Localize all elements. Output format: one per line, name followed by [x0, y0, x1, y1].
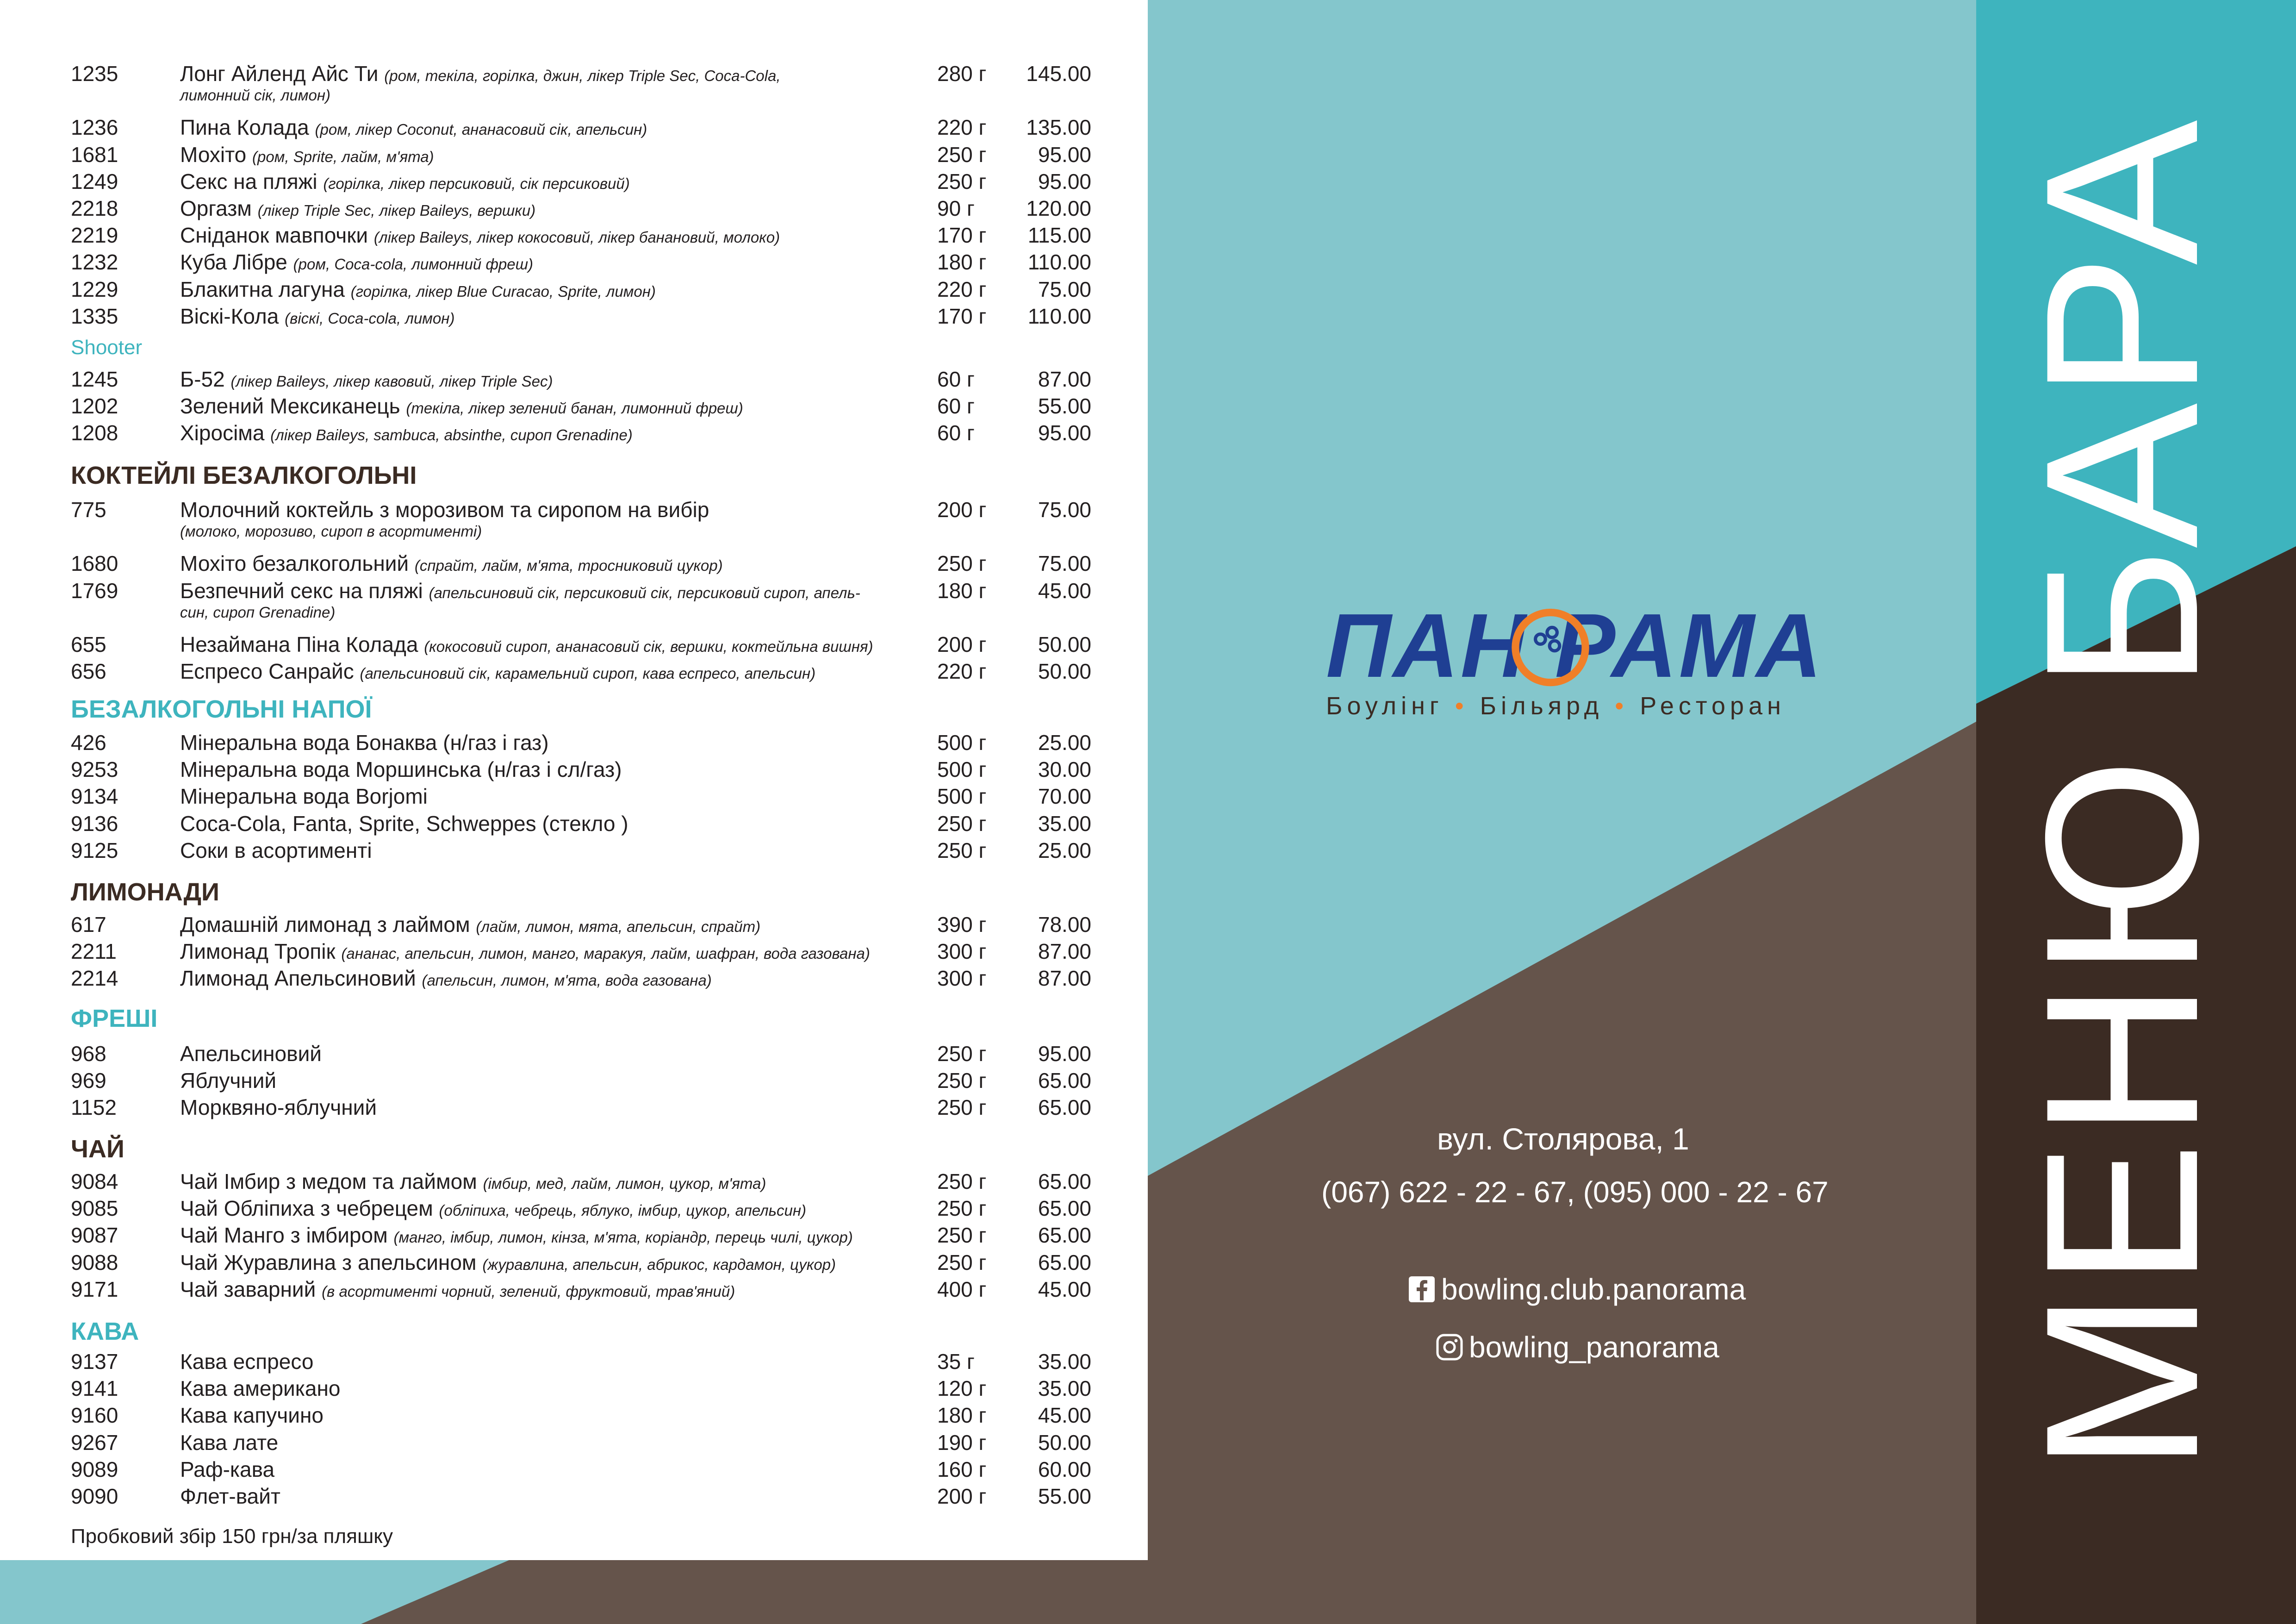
item-weight: 220 г: [937, 277, 987, 301]
section-heading: КОКТЕЙЛІ БЕЗАЛКОГОЛЬНІ: [71, 462, 417, 489]
menu-row: [0, 1402, 1148, 1429]
corkage-note: Пробковий збір 150 грн/за пляшку: [71, 1525, 393, 1548]
logo-wordmark: ПАН РАМА: [1326, 595, 1824, 696]
item-description: (апельсин, лимон, м'ята, вода газована): [422, 972, 712, 989]
item-price: 87.00: [1038, 367, 1091, 391]
menu-row: [0, 756, 1148, 783]
item-title: Сніданок мавпочки: [180, 223, 368, 248]
item-title: Кава американо: [180, 1376, 341, 1401]
menu-row: [0, 911, 1148, 938]
item-title: Оргазм: [180, 196, 252, 220]
menu-row: [0, 938, 1148, 965]
menu-row: [0, 222, 1148, 249]
item-price: 75.00: [1038, 277, 1091, 301]
item-code: 9136: [71, 811, 118, 836]
item-title: Раф-кава: [180, 1457, 275, 1481]
item-name: [180, 1067, 276, 1094]
item-code: 9125: [71, 838, 118, 862]
item-title: Лонг Айленд Айс Ти: [180, 62, 379, 86]
menu-row: [0, 496, 1148, 523]
item-weight: 180 г: [937, 1403, 987, 1428]
item-price: 65.00: [1038, 1196, 1091, 1221]
item-code: 1229: [71, 277, 118, 301]
item-code: 1208: [71, 421, 118, 445]
item-price: 65.00: [1038, 1223, 1091, 1248]
item-price: 60.00: [1038, 1457, 1091, 1481]
item-name: [180, 965, 712, 994]
item-code: 1681: [71, 142, 118, 167]
item-price: 110.00: [1027, 250, 1091, 275]
menu-row: [0, 114, 1148, 141]
section-heading: ЧАЙ: [71, 1135, 124, 1163]
item-price: 135.00: [1026, 115, 1091, 140]
item-title: Хіросіма: [180, 421, 265, 445]
menu-row: [0, 729, 1148, 756]
tag-dot-1: •: [1455, 692, 1468, 720]
item-name: [180, 631, 873, 660]
item-title: Флет-вайт: [180, 1484, 280, 1508]
menu-row: [0, 783, 1148, 810]
menu-row: [0, 168, 1148, 195]
item-name: [180, 141, 434, 170]
instagram-handle: bowling_panorama: [1469, 1330, 1719, 1364]
menu-row: [0, 1040, 1148, 1067]
item-price: 145.00: [1026, 62, 1091, 86]
item-title: Мінеральна вода Бонаква (н/газ і газ): [180, 731, 549, 755]
item-price: 65.00: [1038, 1250, 1091, 1274]
item-name: [180, 1249, 836, 1278]
menu-row: [0, 550, 1148, 577]
menu-row: [0, 276, 1148, 303]
item-title: Апельсиновий: [180, 1042, 322, 1066]
item-price: 115.00: [1027, 223, 1091, 248]
item-code: 9137: [71, 1349, 118, 1374]
menu-title: МЕНЮ БАРА: [2000, 116, 2243, 1472]
item-price: 55.00: [1038, 394, 1091, 418]
item-weight: 250 г: [937, 1223, 987, 1248]
menu-row: [0, 195, 1148, 222]
item-name: [180, 756, 622, 783]
item-weight: 200 г: [937, 498, 987, 522]
item-code: 1249: [71, 169, 118, 194]
section-heading: ФРЕШІ: [71, 1005, 158, 1032]
item-name: [180, 783, 428, 810]
address: вул. Столярова, 1: [1437, 1122, 1689, 1156]
item-weight: 170 г: [937, 304, 987, 328]
item-price: 65.00: [1038, 1169, 1091, 1193]
item-description: (апельсиновий сік, персиковий сік, персиковий сироп, апель-: [429, 584, 860, 601]
item-weight: 250 г: [937, 1250, 987, 1274]
item-weight: 250 г: [937, 1196, 987, 1221]
item-title: Яблучний: [180, 1068, 277, 1093]
menu-row: [0, 1276, 1148, 1303]
item-description: (ром, лікер Coconut, ананасовий сік, апельсин): [315, 121, 647, 138]
menu-row: [0, 303, 1148, 330]
facebook-icon: [1407, 1274, 1437, 1304]
item-name: [180, 1094, 377, 1121]
item-weight: 390 г: [937, 912, 987, 937]
item-title: Чай Обліпиха з чебрецем: [180, 1196, 433, 1221]
item-price: 95.00: [1038, 142, 1091, 167]
item-title: Віскі-Кола: [180, 304, 279, 328]
item-code: 9141: [71, 1376, 118, 1401]
item-price: 78.00: [1038, 912, 1091, 937]
item-description: (лікер Baileys, лікер кавовий, лікер Triple Sec): [230, 373, 553, 390]
item-weight: 300 г: [937, 966, 987, 991]
item-weight: 400 г: [937, 1277, 987, 1301]
section-heading: БЕЗАЛКОГОЛЬНІ НАПОЇ: [71, 695, 372, 723]
item-name: [180, 810, 628, 837]
item-weight: 190 г: [937, 1430, 987, 1455]
item-price: 110.00: [1027, 304, 1091, 328]
tag-bowling: Боулінг: [1326, 692, 1444, 720]
item-price: 50.00: [1038, 1430, 1091, 1455]
menu-row: [0, 810, 1148, 837]
item-name: [180, 1195, 806, 1224]
item-name: [180, 1456, 274, 1483]
instagram-link[interactable]: [1435, 1329, 1719, 1366]
item-code: 9160: [71, 1403, 118, 1428]
item-title: Молочний коктейль з морозивом та сиропом на вибір: [180, 498, 709, 522]
tag-restaurant: Ресторан: [1640, 692, 1786, 720]
item-price: 30.00: [1038, 757, 1091, 782]
item-title: Кава лате: [180, 1430, 279, 1455]
item-name: [180, 419, 633, 449]
item-title: Незаймана Піна Колада: [180, 632, 418, 656]
item-title: Еспресо Санрайс: [180, 659, 354, 684]
item-weight: 200 г: [937, 632, 987, 656]
menu-row: [0, 366, 1148, 393]
menu-row: [0, 1168, 1148, 1195]
item-code: 969: [71, 1068, 106, 1093]
instagram-icon: [1435, 1332, 1464, 1362]
item-description: (журавлина, апельсин, абрикос, кардамон, цукор): [482, 1255, 836, 1273]
item-name: [180, 168, 630, 197]
item-title: Кава капучино: [180, 1403, 324, 1428]
item-description: (апельсиновий сік, карамельний сироп, кава еспресо, апельсин): [360, 665, 816, 682]
logo-tagline: [1326, 690, 1786, 722]
item-price: 45.00: [1038, 1403, 1091, 1428]
menu-row: [0, 1249, 1148, 1276]
section-heading: Shooter: [71, 336, 143, 359]
menu-row: [0, 141, 1148, 168]
item-description: (спрайт, лайм, м'ята, тросниковий цукор): [414, 557, 723, 575]
item-name: [180, 1429, 278, 1456]
item-code: 1236: [71, 115, 118, 140]
item-name: [180, 729, 549, 756]
item-weight: 180 г: [937, 250, 987, 275]
item-weight: 120 г: [937, 1376, 987, 1401]
item-title: Секс на пляжі: [180, 169, 317, 194]
menu-row: [0, 1456, 1148, 1483]
item-title: Зелений Мексиканець: [180, 394, 400, 418]
item-code: 9267: [71, 1430, 118, 1455]
item-name: [180, 366, 553, 395]
menu-row-continuation: [0, 84, 1148, 106]
item-weight: 60 г: [937, 394, 975, 418]
item-price: 45.00: [1038, 1277, 1091, 1301]
menu-row: [0, 658, 1148, 685]
item-weight: 200 г: [937, 1484, 987, 1508]
item-price: 50.00: [1038, 632, 1091, 656]
item-price: 87.00: [1038, 966, 1091, 991]
item-description: (ром, текіла, горілка, джин, лікер Triple Sec, Coca-Cola,: [384, 67, 781, 84]
item-weight: 60 г: [937, 367, 975, 391]
item-title: Блакитна лагуна: [180, 277, 345, 301]
tag-billiards: Більярд: [1480, 692, 1604, 720]
item-weight: 250 г: [937, 142, 987, 167]
bowling-ball-icon: [1509, 604, 1592, 687]
menu-row: [0, 249, 1148, 275]
menu-row: [0, 631, 1148, 658]
item-description: (лікер Baileys, лікер кокосовий, лікер банановий, молоко): [373, 229, 780, 246]
section-heading: КАВА: [71, 1318, 139, 1345]
item-name: [180, 249, 533, 278]
item-price: 35.00: [1038, 1376, 1091, 1401]
menu-row-continuation: [0, 520, 1148, 543]
item-title: Чай Імбир з медом та лаймом: [180, 1169, 477, 1193]
item-name: [180, 195, 535, 224]
item-code: 9171: [71, 1277, 118, 1301]
item-weight: 160 г: [937, 1457, 987, 1481]
menu-row: [0, 837, 1148, 864]
item-description: (лайм, лимон, мята, апельсин, спрайт): [476, 918, 761, 935]
item-weight: 300 г: [937, 939, 987, 964]
item-title: Домашній лимонад з лаймом: [180, 912, 470, 937]
item-price: 35.00: [1038, 811, 1091, 836]
item-price: 65.00: [1038, 1068, 1091, 1093]
section-heading: ЛИМОНАДИ: [71, 878, 219, 906]
item-code: 1769: [71, 578, 118, 603]
item-title: Мохіто безалкогольний: [180, 551, 409, 576]
item-code: 655: [71, 632, 106, 656]
item-name: [180, 1375, 340, 1402]
item-weight: 170 г: [937, 223, 987, 248]
item-description: (ром, Sprite, лайм, м'ята): [252, 148, 434, 165]
item-title: Лимонад Тропік: [180, 939, 336, 964]
item-title: Куба Лібре: [180, 250, 287, 275]
item-weight: 250 г: [937, 551, 987, 576]
item-code: 775: [71, 498, 106, 522]
item-description: (манго, імбир, лимон, кінза, м'ята, коріандр, перець чилі, цукор): [393, 1229, 853, 1246]
item-code: 1232: [71, 250, 118, 275]
item-code: 2211: [71, 939, 117, 964]
item-title: Чай Журавлина з апельсином: [180, 1250, 477, 1274]
item-title: Морквяно-яблучний: [180, 1095, 377, 1120]
menu-row: [0, 419, 1148, 446]
menu-row: [0, 1195, 1148, 1222]
facebook-handle: bowling.club.panorama: [1441, 1273, 1746, 1306]
item-weight: 250 г: [937, 169, 987, 194]
item-name: [180, 393, 743, 422]
item-weight: 35 г: [937, 1349, 975, 1374]
item-code: 9134: [71, 784, 118, 809]
menu-row: [0, 1222, 1148, 1249]
item-weight: 180 г: [937, 578, 987, 603]
item-weight: 250 г: [937, 1068, 987, 1093]
item-code: 426: [71, 731, 106, 755]
item-price: 95.00: [1038, 421, 1091, 445]
item-name: [180, 1222, 853, 1251]
item-code: 1235: [71, 62, 118, 86]
item-code: 9084: [71, 1169, 118, 1193]
menu-row: [0, 1483, 1148, 1510]
menu-row-continuation: [0, 601, 1148, 624]
item-name: [180, 222, 780, 251]
item-name: [180, 1040, 322, 1067]
item-weight: 250 г: [937, 811, 987, 836]
menu-row: [0, 393, 1148, 419]
item-title: Мінеральна вода Моршинська (н/газ і сл/газ): [180, 757, 622, 782]
item-code: 9088: [71, 1250, 118, 1274]
item-price: 95.00: [1038, 169, 1091, 194]
item-price: 25.00: [1038, 838, 1091, 862]
item-price: 75.00: [1038, 551, 1091, 576]
item-description: (горілка, лікер персиковий, сік персиковий): [323, 175, 630, 192]
item-price: 55.00: [1038, 1484, 1091, 1508]
facebook-link[interactable]: [1407, 1271, 1746, 1308]
item-weight: 250 г: [937, 1169, 987, 1193]
item-code: 1680: [71, 551, 118, 576]
item-price: 87.00: [1038, 939, 1091, 964]
item-weight: 220 г: [937, 115, 987, 140]
item-code: 656: [71, 659, 106, 684]
menu-row: [0, 1429, 1148, 1456]
item-description: (віскі, Coca-cola, лимон): [285, 309, 455, 327]
item-name: [180, 1483, 280, 1510]
menu-row: [0, 965, 1148, 992]
item-description-cont: лимонний сік, лимон): [180, 87, 330, 104]
item-code: 617: [71, 912, 106, 937]
item-name: [180, 550, 723, 579]
item-code: 2214: [71, 966, 118, 991]
item-price: 50.00: [1038, 659, 1091, 684]
item-title: Соки в асортименті: [180, 838, 372, 862]
item-price: 95.00: [1038, 1042, 1091, 1066]
item-code: 1245: [71, 367, 118, 391]
item-name: [180, 938, 870, 967]
phone-numbers[interactable]: (067) 622 - 22 - 67, (095) 000 - 22 - 67: [1321, 1175, 1829, 1209]
item-weight: 60 г: [937, 421, 975, 445]
item-code: 9087: [71, 1223, 118, 1248]
item-title: Мохіто: [180, 142, 247, 167]
item-description: (текіла, лікер зелений банан, лимонний фреш): [406, 400, 743, 417]
item-description: (кокосовий сироп, ананасовий сік, вершки, коктейльна вишня): [424, 638, 873, 655]
item-description-cont: (молоко, морозиво, сироп в асортименті): [180, 523, 482, 540]
item-title: Безпечний секс на пляжі: [180, 578, 423, 603]
item-title: Кава еспресо: [180, 1349, 314, 1374]
item-code: 9090: [71, 1484, 118, 1508]
item-code: 9253: [71, 757, 118, 782]
item-description: (обліпиха, чебрець, яблуко, імбир, цукор, апельсин): [439, 1202, 807, 1219]
menu-row: [0, 577, 1148, 604]
menu-row: [0, 1094, 1148, 1121]
item-description: (в асортименті чорний, зелений, фруктовий, трав'яний): [322, 1282, 735, 1300]
item-name: [180, 114, 647, 143]
menu-row: [0, 1375, 1148, 1402]
item-code: 2219: [71, 223, 118, 248]
item-title: Coca-Cola, Fanta, Sprite, Schweppes (стекло ): [180, 811, 628, 836]
item-weight: 220 г: [937, 659, 987, 684]
menu-row: [0, 60, 1148, 87]
item-code: 9085: [71, 1196, 118, 1221]
item-name: [180, 303, 454, 332]
item-code: 1202: [71, 394, 118, 418]
item-name: [180, 1348, 313, 1375]
item-code: 1335: [71, 304, 118, 328]
item-title: Мінеральна вода Borjomi: [180, 784, 428, 809]
item-name: [180, 658, 815, 687]
item-description: (горілка, лікер Blue Curacao, Sprite, лимон): [350, 282, 656, 300]
item-weight: 280 г: [937, 62, 987, 86]
item-description: (ром, Coca-cola, лимонний фреш): [293, 256, 534, 273]
item-title: Лимонад Апельсиновий: [180, 966, 416, 991]
item-code: 9089: [71, 1457, 118, 1481]
item-name: [180, 1276, 735, 1305]
item-weight: 500 г: [937, 784, 987, 809]
item-price: 45.00: [1038, 578, 1091, 603]
item-weight: 250 г: [937, 1042, 987, 1066]
menu-row: [0, 1067, 1148, 1094]
item-code: 2218: [71, 196, 118, 220]
item-weight: 500 г: [937, 731, 987, 755]
item-title: Пина Колада: [180, 115, 309, 140]
item-name: [180, 496, 709, 523]
item-weight: 500 г: [937, 757, 987, 782]
item-name: [180, 911, 760, 940]
item-price: 70.00: [1038, 784, 1091, 809]
item-description: (ананас, апельсин, лимон, манго, маракуя, лайм, шафран, вода газована): [341, 945, 870, 962]
item-price: 75.00: [1038, 498, 1091, 522]
item-price: 25.00: [1038, 731, 1091, 755]
menu-row: [0, 1348, 1148, 1375]
item-code: 1152: [71, 1095, 117, 1120]
item-description: (лікер Baileys, sambuca, absinthe, сироп Grenadine): [270, 426, 633, 444]
item-name: [180, 276, 656, 305]
item-weight: 250 г: [937, 838, 987, 862]
item-code: 968: [71, 1042, 106, 1066]
item-price: 65.00: [1038, 1095, 1091, 1120]
item-title: Чай Манго з імбиром: [180, 1223, 388, 1248]
item-description: (лікер Triple Sec, лікер Baileys, вершки): [257, 202, 536, 219]
item-weight: 250 г: [937, 1095, 987, 1120]
item-price: 35.00: [1038, 1349, 1091, 1374]
item-price: 120.00: [1026, 196, 1091, 220]
item-title: Б-52: [180, 367, 225, 391]
item-name: [180, 1402, 324, 1429]
item-name: [180, 1168, 766, 1197]
item-title: Чай заварний: [180, 1277, 316, 1301]
tag-dot-2: •: [1615, 692, 1629, 720]
item-description: (імбир, мед, лайм, лимон, цукор, м'ята): [483, 1175, 766, 1192]
item-weight: 90 г: [937, 196, 975, 220]
item-description-cont: син, сироп Grenadine): [180, 603, 336, 621]
item-name: [180, 837, 372, 864]
